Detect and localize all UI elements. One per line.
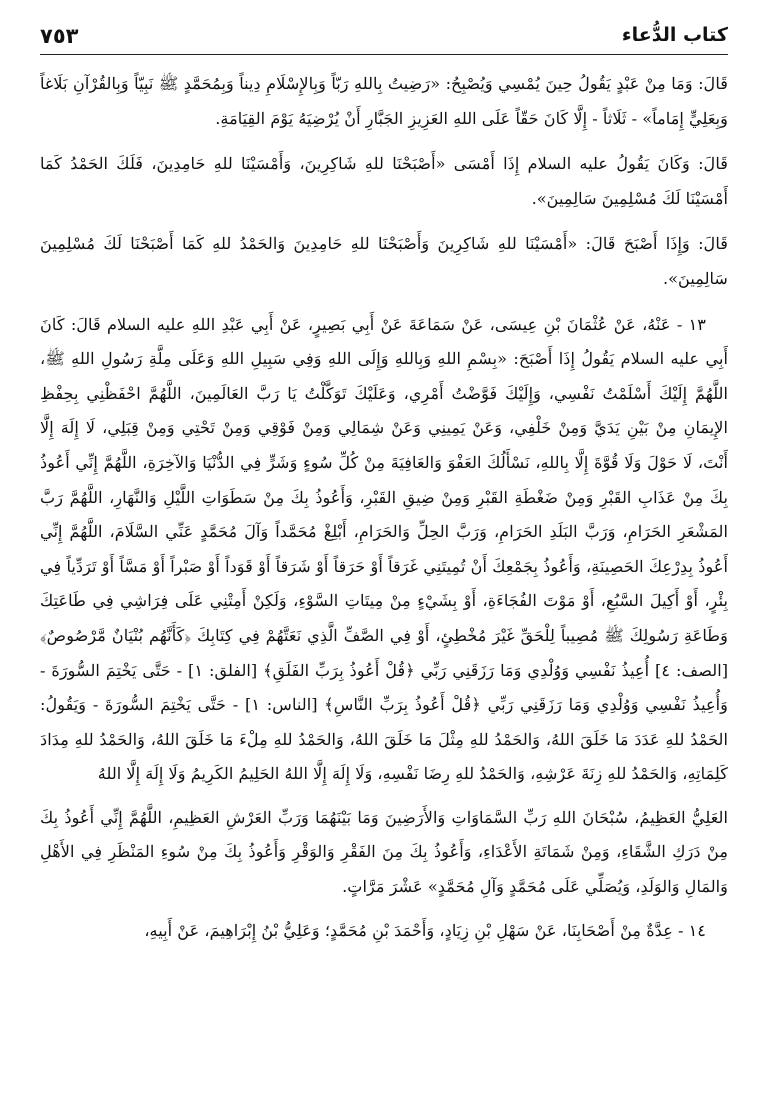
paragraph-2: قَالَ: وَكَانَ يَقُولُ عليه السلام إِذَا أَمْسَى «أَصْبَحْنَا للهِ شَاكِرِينَ، وَأَمْسَيْنَا للهِ حَامِدِينَ، فَلَكَ الحَمْدُ كَمَا أَمْسَيْنَا لَكَ مُسْلِمِينَ سَالِمِينَ». <box>40 154 728 208</box>
page-header <box>40 22 728 54</box>
book-title: كتاب الدُّعاء <box>621 24 728 46</box>
hadith-13-part-2: العَلِيُّ العَظِيمُ، سُبْحَانَ اللهِ رَبِّ السَّمَاوَاتِ وَالأَرَضِينَ وَمَا بَيْنَهُمَا وَرَبِّ العَرْشِ العَظِيمِ، اللَّهُمَّ إِنِّي أَعُوذُ بِكَ مِنْ دَرَكِ الشَّقَاءِ، وَمِنْ شَمَاتَةِ الأَعْدَاءِ، وَأَعُوذُ بِكَ مِنَ الفَقْرِ وَالوَقْرِ وَأَعُوذُ بِكَ مِنْ سُوءِ المَنْظَرِ فِي الأَهْلِ وَالمَالِ وَالوَلَدِ، وَيُصَلِّي عَلَى مُحَمَّدٍ وَآلِ مُحَمَّدٍ» عَشْرَ مَرَّاتٍ. <box>40 807 728 897</box>
hadith-13-part-1: ١٣ - عَنْهُ، عَنْ عُثْمَانَ بْنِ عِيسَى، عَنْ سَمَاعَةَ عَنْ أَبِي بَصِيرٍ، عَنْ أَبِي عَبْدِ اللهِ عليه السلام قَالَ: كَانَ أَبِي عليه السلام يَقُولُ إِذَا أَصْبَحَ: «بِسْمِ اللهِ وَبِاللهِ وَإِلَى اللهِ وَفِي سَبِيلِ اللهِ وَعَلَى مِلَّةِ رَسُولِ اللهِ ﷺ، اللَّهُمَّ إِلَيْكَ أَسْلَمْتُ نَفْسِي، وَإِلَيْكَ فَوَّضْتُ أَمْرِي، وَعَلَيْكَ تَوَكَّلْتُ يَا رَبَّ العَالَمِينَ، اللَّهُمَّ احْفَظْنِي بِحِفْظِ الإِيمَانِ مِنْ بَيْنِ يَدَيَّ وَمِنْ خَلْفِي، وَعَنْ يَمِينِي وَعَنْ شِمَالِي وَمِنْ فَوْقِي وَمِنْ تَحْتِي وَمِنْ قِبَلِي، لَا إِلَهَ إِلَّا أَنْتَ، لَا حَوْلَ وَلَا قُوَّةَ إِلَّا بِاللهِ، نَسْأَلُكَ العَفْوَ وَالعَافِيَةَ مِنْ كُلِّ سُوءٍ وَشَرٍّ فِي الدُّنْيَا وَالآخِرَةِ، اللَّهُمَّ إِنِّي أَعُوذُ بِكَ مِنْ عَذَابِ القَبْرِ وَمِنْ ضَغْطَةِ القَبْرِ وَمِنْ ضِيقِ القَبْرِ، وَأَعُوذُ بِكَ مِنْ سَطَوَاتِ اللَّيْلِ وَالنَّهَارِ، اللَّهُمَّ رَبَّ المَشْعَرِ الحَرَامِ، وَرَبَّ البَلَدِ الحَرَامِ، وَرَبَّ الحِلِّ وَالحَرَامِ، أَبْلِغْ مُحَمَّداً وَآلَ مُحَمَّدٍ عَنِّي السَّلَامَ، اللَّهُمَّ إِنِّي أَعُوذُ بِدِرْعِكَ الحَصِينَةِ، وَأَعُوذُ بِجَمْعِكَ أَنْ تُمِيتَنِي غَرَقاً أَوْ حَرَقاً أَوْ شَرَقاً أَوْ قَوَداً أَوْ صَبْراً أَوْ مَسَّاً أَوْ تَرَدِّياً فِي بِئْرٍ، أَوْ أَكِيلَ السَّبُعِ، أَوْ مَوْتَ الفُجَاءَةِ، أَوْ بِشَيْءٍ مِنْ مِيتَاتِ السَّوْءِ، وَلَكِنْ أَمِتْنِي عَلَى فِرَاشِي فِي طَاعَتِكَ وَطَاعَةِ رَسُولِكَ ﷺ مُصِيباً لِلْحَقِّ غَيْرَ مُخْطِئٍ، أَوْ فِي الصَّفِّ الَّذِي نَعَتَّهُمْ فِي كِتَابِكَ ﴿كَأَنَّهُم بُنْيَانٌ مَّرْصُوصٌ﴾ [الصف: ٤] أُعِيذُ نَفْسِي وَوُلْدِي وَمَا رَزَقَنِي رَبِّي ﴿قُلْ أَعُوذُ بِرَبِّ الفَلَقِ﴾ [الفلق: ١] - حَتَّى يَخْتِمَ السُّورَةَ - وَأُعِيذُ نَفْسِي وَوُلْدِي وَمَا رَزَقَنِي رَبِّي ﴿قُلْ أَعُوذُ بِرَبِّ النَّاسِ﴾ [الناس: ١] - حَتَّى يَخْتِمَ السُّورَةَ - وَيَقُولُ: الحَمْدُ للهِ عَدَدَ مَا خَلَقَ اللهُ، وَالحَمْدُ للهِ مِثْلَ مَا خَلَقَ اللهُ، وَالحَمْدُ للهِ مِلْءَ مَا خَلَقَ اللهُ، وَالحَمْدُ للهِ مِدَادَ كَلِمَاتِهِ، وَالحَمْدُ للهِ زِنَةَ عَرْشِهِ، وَالحَمْدُ للهِ رِضَا نَفْسِهِ، وَلَا إِلَهَ إِلَّا اللهُ الحَلِيمُ الكَرِيمُ وَلَا إِلَهَ إِلَّا اللهُ <box>40 314 729 784</box>
header-rule <box>40 54 728 55</box>
paragraph-3: قَالَ: وَإِذَا أَصْبَحَ قَالَ: «أَمْسَيْنَا للهِ شَاكِرِينَ وَأَصْبَحْنَا للهِ حَامِدِينَ وَالحَمْدُ للهِ كَمَا أَصْبَحْنَا لَكَ مُسْلِمِينَ سَالِمِينَ». <box>40 234 728 288</box>
page-number: ٧٥٣ <box>40 24 79 48</box>
page-body <box>40 67 728 948</box>
hadith-14-start: ١٤ - عِدَّةٌ مِنْ أَصْحَابِنَا، عَنْ سَهْلِ بْنِ زِيَادٍ، وَأَحْمَدَ بْنِ مُحَمَّدٍ؛ وَعَلِيُّ بْنُ إِبْرَاهِيمَ، عَنْ أَبِيهِ، <box>144 920 706 940</box>
paragraph-1: قَالَ: وَمَا مِنْ عَبْدٍ يَقُولُ حِينَ يُمْسِي وَيُصْبِحُ: «رَضِيتُ بِاللهِ رَبّاً وَبِالإِسْلَامِ دِيناً وَبِمُحَمَّدٍ ﷺ نَبِيّاً وَبِالقُرْآنِ بَلَاغاً وَبِعَلِيٍّ إِمَاماً» - ثَلَاثاً - إِلَّا كَانَ حَقّاً عَلَى اللهِ العَزِيزِ الجَبَّارِ أَنْ يُرْضِيَهُ يَوْمَ القِيَامَةِ. <box>40 74 728 128</box>
